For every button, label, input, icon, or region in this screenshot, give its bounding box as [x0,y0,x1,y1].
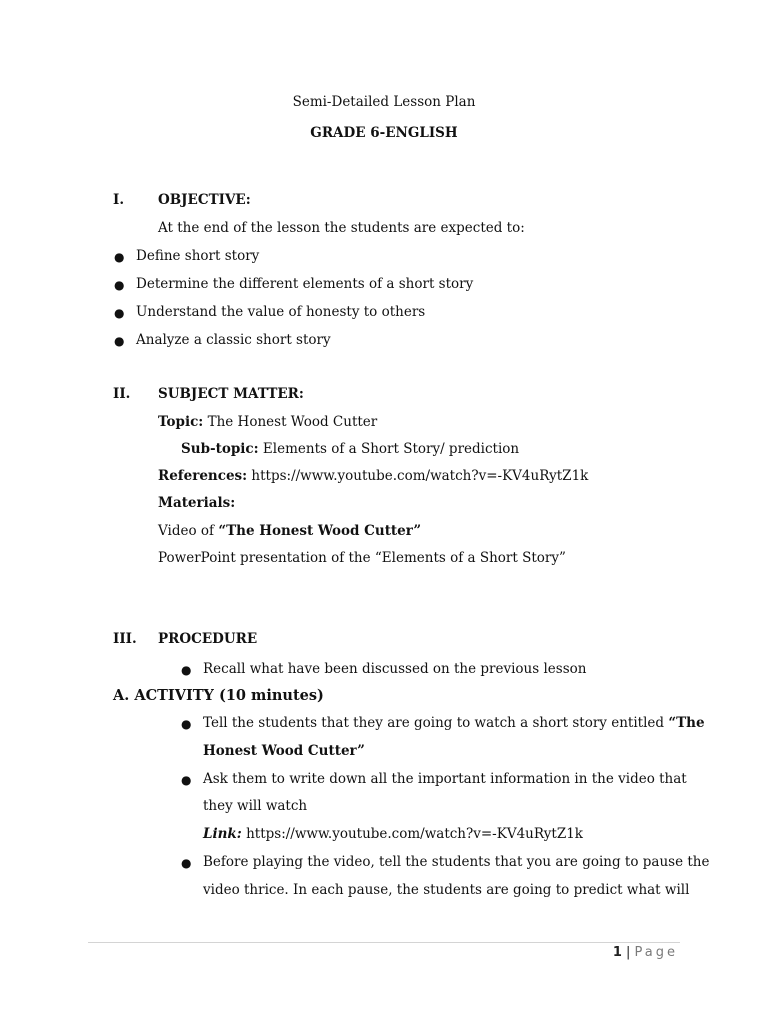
activity-bullet3-line2: video thrice. In each pause, the students are going to predict what will [203,882,690,898]
link-label: Link: [203,826,242,842]
activity-bullet2-line2: they will watch [203,798,308,814]
footer-divider [88,942,680,943]
activity-time: (10 minutes) [218,687,324,704]
subtopic-line [181,443,519,457]
material-video-title: “The Honest Wood Cutter” [218,523,422,539]
page-footer [613,945,678,960]
topic-line [158,416,377,430]
page-number: 1 [612,945,622,960]
document-title: Semi-Detailed Lesson Plan [292,94,476,110]
objective-item: Determine the different elements of a short story [136,276,474,292]
subtopic-value: Elements of a Short Story/ prediction [262,441,520,457]
bullet-icon: ● [181,717,192,731]
bullet-icon: ● [181,773,192,787]
bullet-icon: ● [114,334,125,348]
objective-item: Analyze a classic short story [136,332,331,348]
activity-bullet1-line1 [203,717,705,731]
bullet-icon: ● [181,856,192,870]
references-value: https://www.youtube.com/watch?v=-KV4uRytZ1k [251,468,589,484]
section3-heading: PROCEDURE [158,631,258,647]
link-value: https://www.youtube.com/watch?v=-KV4uRytZ1k [246,826,583,842]
page-word: Page [634,945,678,960]
material-video-line [158,525,421,539]
materials-label: Materials: [158,495,236,511]
section1-intro: At the end of the lesson the students are expected to: [158,220,525,236]
activity-heading-line [113,689,324,704]
document-subtitle: GRADE 6-ENGLISH [310,125,458,141]
activity-bullet1-bold: “The [668,715,705,731]
activity-bullet3-line1: Before playing the video, tell the students that you are going to pause the [203,854,710,870]
bullet-icon: ● [114,278,125,292]
recall-item: Recall what have been discussed on the previous lesson [203,661,587,677]
section1-numeral: I. [113,192,125,208]
bullet-icon: ● [114,306,125,320]
topic-label: Topic: [158,414,204,430]
section3-numeral: III. [113,631,137,647]
section2-numeral: II. [113,386,131,402]
material-video-prefix: Video of [158,523,215,539]
activity-bullet2-line1: Ask them to write down all the important information in the video that [203,771,687,787]
topic-value: The Honest Wood Cutter [207,414,378,430]
section1-heading: OBJECTIVE: [158,192,251,208]
footer-separator: | [621,945,635,960]
subtopic-label: Sub-topic: [181,441,259,457]
activity-heading: A. ACTIVITY [113,687,214,704]
objective-item: Understand the value of honesty to others [136,304,426,320]
references-label: References: [158,468,248,484]
objective-item: Define short story [136,248,260,264]
material-powerpoint: PowerPoint presentation of the “Elements of a Short Story” [158,550,566,566]
section2-heading: SUBJECT MATTER: [158,386,304,402]
link-line [203,828,583,842]
bullet-icon: ● [114,250,125,264]
activity-bullet1-text: Tell the students that they are going to watch a short story entitled [203,715,665,731]
references-line [158,470,588,484]
activity-bullet1-line2: Honest Wood Cutter” [203,743,365,759]
bullet-icon: ● [181,663,192,677]
